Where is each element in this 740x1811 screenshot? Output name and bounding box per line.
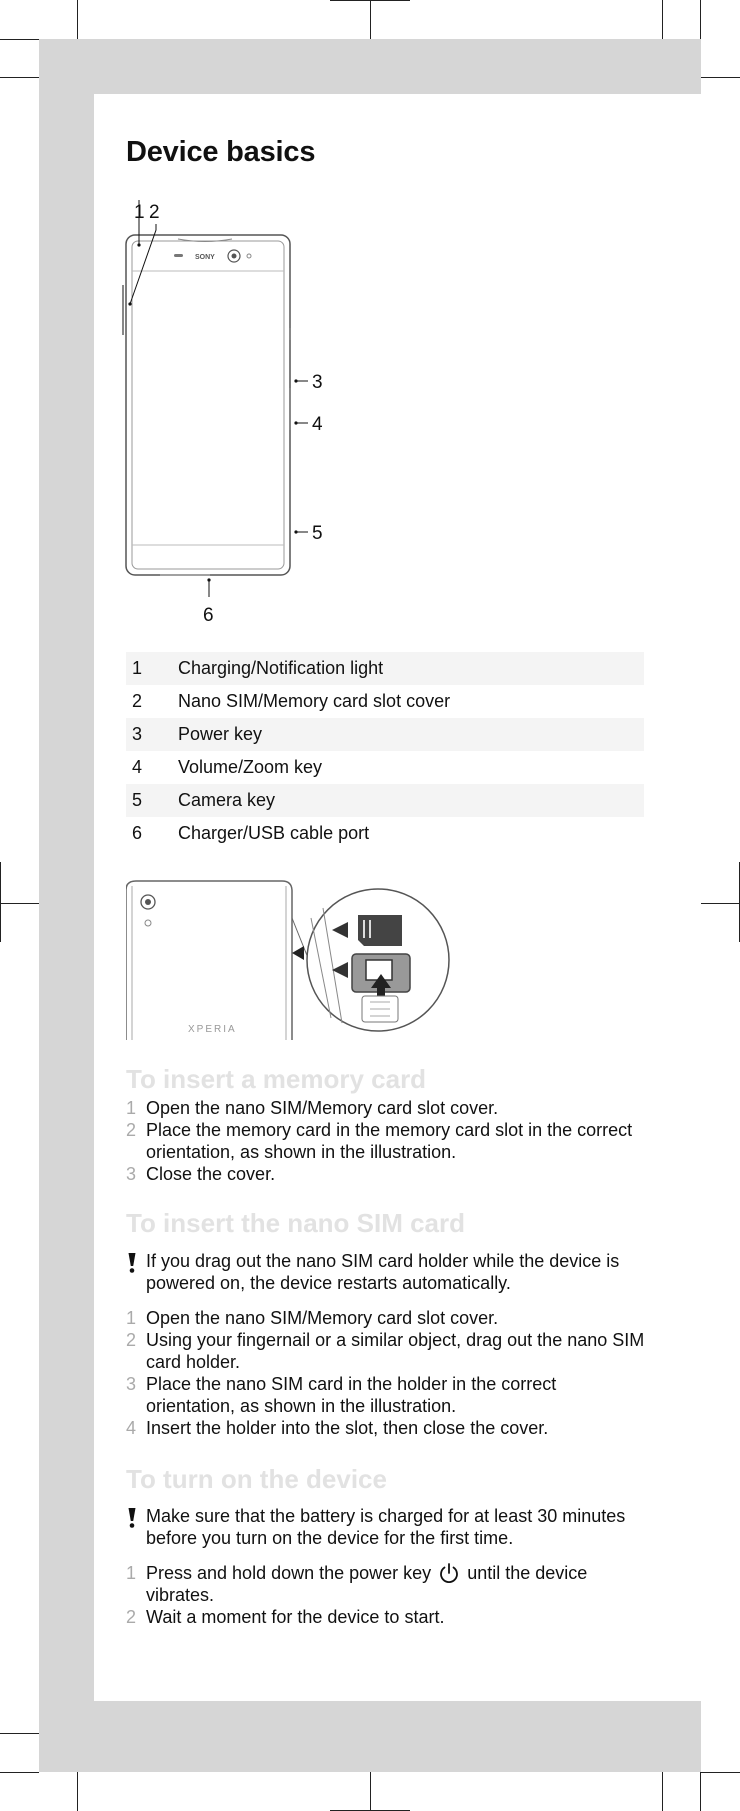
brand-label: SONY [195,254,215,261]
crop-mark [701,77,740,78]
part-label: Volume/Zoom key [178,757,323,777]
table-row [126,751,644,784]
front-phone-illustration [120,200,340,630]
step-text: Press and hold down the power key [146,1563,432,1583]
step-number: 1 [126,1098,137,1118]
callout-2: 2 [149,202,160,223]
list-item [126,1097,646,1119]
callout-1: 1 [134,202,145,223]
list-item [126,1606,646,1628]
step-text: Place the memory card in the memory card slot in the correct orientation, as shown in the illustration. [146,1120,633,1162]
table-row [126,784,644,817]
step-number: 3 [126,1374,137,1394]
part-number: 3 [132,724,143,744]
part-number: 6 [132,823,143,843]
callout-dot [207,578,210,581]
crop-mark [662,0,663,39]
crop-mark [0,903,39,904]
step-number: 2 [126,1330,137,1350]
table-row [126,685,644,718]
step-text: Open the nano SIM/Memory card slot cover. [146,1098,499,1118]
step-text: until the device vibrates. [146,1563,588,1605]
part-number: 1 [132,658,143,678]
step-text: Place the nano SIM card in the holder in the correct orientation, as shown in the illustration. [146,1374,557,1416]
section-heading-sim-card: To insert the nano SIM card [126,1208,466,1238]
table-row [126,817,644,850]
exclamation-icon [126,1507,138,1529]
proximity-sensor [174,254,183,257]
turn-on-steps [126,1562,646,1628]
crop-mark [0,1772,39,1773]
step-text: Using your fingernail or a similar object, drag out the nano SIM card holder. [146,1330,645,1372]
back-brand-label: XPERIA [188,1024,237,1035]
step-number: 2 [126,1120,137,1140]
list-item [126,1307,646,1329]
arrow-icon [292,946,304,960]
callout-6: 6 [203,605,214,626]
crop-mark [330,0,410,1]
crop-mark [370,0,371,39]
callout-dot [137,243,140,246]
list-item [126,1163,646,1185]
step-number: 3 [126,1164,137,1184]
list-item [126,1373,646,1417]
sim-card-steps [126,1307,646,1439]
crop-mark [701,903,740,904]
step-number: 4 [126,1418,137,1438]
crop-mark [0,862,1,942]
phone-body [126,235,290,575]
step-number: 1 [126,1308,137,1328]
part-label: Charging/Notification light [178,658,384,678]
table-row [126,652,644,685]
callout-dot [294,379,297,382]
section-heading-memory-card: To insert a memory card [126,1064,427,1094]
list-item [126,1562,646,1606]
crop-mark [700,1772,701,1811]
card-insertion-illustration [126,878,456,1040]
callout-5: 5 [312,523,323,544]
part-number: 5 [132,790,143,810]
crop-mark [700,0,701,39]
step-text: Close the cover. [146,1164,276,1184]
table-row [126,718,644,751]
part-label: Camera key [178,790,276,810]
part-label: Power key [178,724,263,744]
note-text: If you drag out the nano SIM card holder while the device is powered on, the device restarts automatically. [146,1251,620,1293]
exclamation-icon [126,1252,138,1274]
crop-mark [0,77,39,78]
step-number: 2 [126,1607,137,1627]
list-item [126,1329,646,1373]
section-heading-turn-on: To turn on the device [126,1464,387,1494]
step-text: Wait a moment for the device to start. [146,1607,445,1627]
part-number: 2 [132,691,143,711]
crop-mark [701,1772,740,1773]
callout-dot [294,421,297,424]
list-item [126,1417,646,1439]
callout-4: 4 [312,414,323,435]
step-text: Open the nano SIM/Memory card slot cover. [146,1308,499,1328]
rear-camera-lens [145,899,151,905]
crop-mark [77,0,78,39]
crop-mark [370,1772,371,1811]
list-item [126,1119,646,1163]
power-icon [438,1562,460,1584]
warning-note [126,1250,666,1294]
crop-mark [662,1772,663,1811]
crop-mark [0,1733,39,1734]
memory-card-steps [126,1097,646,1185]
step-number: 1 [126,1563,137,1583]
callout-3: 3 [312,372,323,393]
callout-dot [128,302,131,305]
warning-note [126,1505,666,1549]
part-label: Charger/USB cable port [178,823,370,843]
page-title: Device basics [126,136,316,168]
part-label: Nano SIM/Memory card slot cover [178,691,451,711]
callout-dot [294,530,297,533]
front-camera-lens [232,254,237,259]
part-number: 4 [132,757,143,777]
crop-mark [0,39,39,40]
note-text: Make sure that the battery is charged for at least 30 minutes before you turn on the device for the first time. [146,1506,626,1548]
step-text: Insert the holder into the slot, then close the cover. [146,1418,549,1438]
parts-table [126,652,644,850]
crop-mark [77,1772,78,1811]
